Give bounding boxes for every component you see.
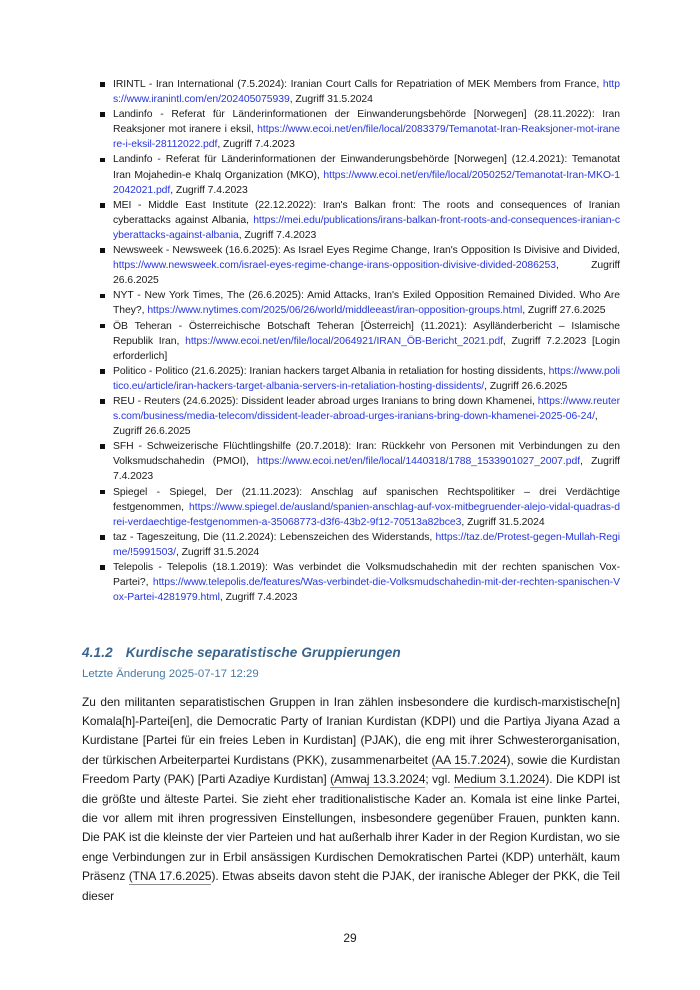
section-heading	[82, 645, 401, 660]
text-segment: , Zugriff 7.4.2023	[217, 139, 295, 151]
reference-item	[100, 243, 620, 288]
text-segment: Politico - Politico (21.6.2025): Iranian hackers target Albania in retaliation for hosting dissidents,	[113, 365, 549, 377]
text-segment: , Zugriff 31.5.2024	[289, 94, 373, 106]
square-bullet-icon	[100, 369, 105, 374]
text-segment: , Zugriff 31.5.2024	[461, 516, 545, 528]
text-segment: , Zugriff 26.6.2025	[484, 380, 568, 392]
text-segment: NYT - New York Times, The (26.6.2025): Amid Attacks, Iran's Exiled Opposition Remained Divided. Who Are They?,	[113, 290, 620, 317]
reference-url-link[interactable]: https://www.newsweek.com/israel-eyes-regime-change-irans-opposition-divisive-divided-2086253	[113, 260, 556, 272]
reference-item	[100, 288, 620, 318]
page-number: 29	[343, 931, 357, 945]
section-title: Kurdische separatistische Gruppierungen	[125, 645, 401, 660]
reference-url-link[interactable]: https://www.iranintl.com/en/202405075939	[113, 79, 620, 106]
text-segment: , Zugriff 7.4.2023	[238, 229, 317, 241]
square-bullet-icon	[100, 248, 105, 253]
citation-link[interactable]: (Amwaj 13.3.2024	[330, 772, 426, 787]
reference-item	[100, 107, 620, 152]
last-change-label: Letzte Änderung 2025-07-17 12:29	[82, 668, 259, 680]
square-bullet-icon	[100, 565, 105, 570]
text-segment: ). Die KDPI ist die größte und älteste Partei. Sie zieht eher traditionalistische Kader an. Komala ist eine linke Partei, die vor allem mit ihren progressiven Einstellungen, insbesondere gegenüber Frauen, punkten kann. Die PAK ist die kleinste der vier Parteien und hat außerhalb ihrer Kader in der Region Kurdistan, wo sie enge Verbindungen zur in Erbil ansässigen Kurdischen Demokratischen Partei (KDP) unterhält, kaum Präsenz	[82, 772, 620, 884]
square-bullet-icon	[100, 294, 105, 299]
text-segment: , Zugriff 26.6.2025	[113, 411, 598, 438]
reference-item	[100, 485, 620, 530]
reference-item	[100, 439, 620, 484]
text-segment: , Zugriff 7.2.2023 [Login erforderlich]	[113, 335, 620, 362]
square-bullet-icon	[100, 112, 105, 117]
citation-link[interactable]: (AA 15.7.2024	[431, 752, 507, 767]
square-bullet-icon	[100, 158, 105, 163]
text-segment: , Zugriff 31.5.2024	[175, 546, 260, 558]
section-number: 4.1.2	[82, 645, 113, 660]
square-bullet-icon	[100, 399, 105, 404]
text-segment: , Zugriff 26.6.2025	[113, 260, 620, 287]
square-bullet-icon	[100, 324, 105, 329]
square-bullet-icon	[100, 490, 105, 495]
reference-item	[100, 530, 620, 560]
square-bullet-icon	[100, 535, 105, 540]
reference-item	[100, 152, 620, 197]
square-bullet-icon	[100, 444, 105, 449]
reference-url-link[interactable]: https://www.reuters.com/business/media-telecom/dissident-leader-abroad-urges-iranians-bring-down-khamenei-2025-06-24/	[113, 395, 620, 423]
reference-url-link[interactable]: https://www.spiegel.de/ausland/spanien-anschlag-auf-vox-mitbegruender-alejo-vidal-quadras-drei-verdaechtige-festgenommen-a-35068773-d3f6-43b2-9f12-70513a82bce3	[113, 501, 620, 528]
text-segment: ). Etwas abseits davon steht die PJAK, der iranische Ableger der PKK, die Teil dieser	[82, 869, 621, 903]
text-segment: , Zugriff 7.4.2023	[113, 456, 620, 483]
text-segment: ; vgl.	[425, 772, 454, 787]
reference-item	[100, 319, 620, 364]
square-bullet-icon	[100, 203, 105, 208]
reference-item	[100, 364, 620, 394]
reference-url-link[interactable]: https://www.politico.eu/article/iran-hackers-target-albania-servers-in-retaliation-hosting-dissidents/	[113, 365, 620, 392]
reference-item	[100, 198, 620, 243]
body-paragraph	[82, 693, 620, 906]
citation-link[interactable]: Medium 3.1.2024	[453, 772, 546, 787]
text-segment: Zu den militanten separatistischen Gruppen in Iran zählen insbesondere die kurdisch-marxistische[n] Komala[h]-Partei[en], die Democratic Party of Iranian Kurdistan (KDPI) und die Partiya Jiyana Azad a Kurdistane [Partei für ein freies Leben in Kurdistan] (PJAK), die eng mit ihrer Schwesterorganisation, der türkischen Arbeiterpartei Kurdistans (PKK), zusammenarbeitet	[82, 694, 620, 767]
reference-url-link[interactable]: https://www.ecoi.net/en/file/local/2083379/Temanotat-Iran-Reaksjoner-mot-iranere-i-eksil-28112022.pdf	[113, 124, 620, 151]
text-segment: Landinfo - Referat für Länderinformationen der Einwanderungsbehörde [Norwegen] (28.11.2022): Iran Reaksjoner mot iranere i eksil,	[113, 109, 620, 136]
reference-url-link[interactable]: https://www.ecoi.net/en/file/local/1440318/1788_1533901027_2007.pdf	[256, 456, 581, 468]
text-segment: MEI - Middle East Institute (22.12.2022): Iran's Balkan front: The roots and consequences of Iranian cyberattacks against Albania,	[113, 199, 620, 226]
text-segment: Spiegel - Spiegel, Der (21.11.2023): Anschlag auf spanischen Rechtspolitiker – drei Verdächtige festgenommen,	[113, 486, 620, 513]
text-segment: REU - Reuters (24.6.2025): Dissident leader abroad urges Iranians to bring down Khamenei,	[113, 395, 538, 407]
text-segment: Telepolis - Telepolis (18.1.2019): Was verbindet die Volksmudschahedin mit der rechten spanischen Vox-Partei?,	[113, 562, 620, 589]
reference-item	[100, 77, 620, 107]
text-segment: , Zugriff 7.4.2023	[219, 592, 298, 604]
reference-url-link[interactable]: https://taz.de/Protest-gegen-Mullah-Regime/!5991503/	[113, 531, 620, 558]
reference-list	[100, 77, 620, 605]
reference-item	[100, 394, 620, 439]
reference-item	[100, 560, 620, 605]
citation-link[interactable]: (TNA 17.6.2025	[128, 869, 212, 884]
reference-url-link[interactable]: https://www.ecoi.net/en/file/local/2050252/Temanotat-Iran-MKO-12042021.pdf	[113, 169, 620, 196]
text-segment: ÖB Teheran - Österreichische Botschaft Teheran [Österreich] (11.2021): Asylländerbericht – Islamische Republik Iran,	[113, 320, 620, 347]
text-segment: Landinfo - Referat für Länderinformationen der Einwanderungsbehörde [Norwegen] (12.4.2021): Temanotat Iran Mojahedin-e Khalq Organization (MKO),	[113, 154, 620, 181]
text-segment: ), sowie die Kurdistan Freedom Party (PAK) [Parti Azadiye Kurdistan]	[82, 752, 621, 787]
text-segment: Newsweek - Newsweek (16.6.2025): As Israel Eyes Regime Change, Iran's Opposition Is Divisive and Divided,	[113, 245, 620, 257]
square-bullet-icon	[100, 82, 105, 87]
reference-url-link[interactable]: https://mei.edu/publications/irans-balkan-front-roots-and-consequences-iranian-cyberattacks-against-albania	[113, 214, 620, 241]
reference-url-link[interactable]: https://www.telepolis.de/features/Was-verbindet-die-Volksmudschahedin-mit-der-rechten-spanischen-Vox-Partei-4281979.html	[113, 577, 620, 604]
text-segment: taz - Tageszeitung, Die (11.2.2024): Lebenszeichen des Widerstands,	[113, 531, 436, 543]
reference-url-link[interactable]: https://www.ecoi.net/en/file/local/2064921/IRAN_ÖB-Bericht_2021.pdf	[185, 335, 503, 347]
text-segment: IRINTL - Iran International (7.5.2024): Iranian Court Calls for Repatriation of MEK Members from France,	[113, 79, 603, 90]
reference-url-link[interactable]: https://www.nytimes.com/2025/06/26/world/middleeast/iran-opposition-groups.html	[147, 305, 523, 317]
text-segment: , Zugriff 27.6.2025	[522, 305, 606, 317]
text-segment: , Zugriff 7.4.2023	[170, 184, 248, 196]
text-segment: SFH - Schweizerische Flüchtlingshilfe (20.7.2018): Iran: Rückkehr von Personen mit Verbindungen zu den Volksmudschahedin (PMOI),	[113, 441, 620, 468]
